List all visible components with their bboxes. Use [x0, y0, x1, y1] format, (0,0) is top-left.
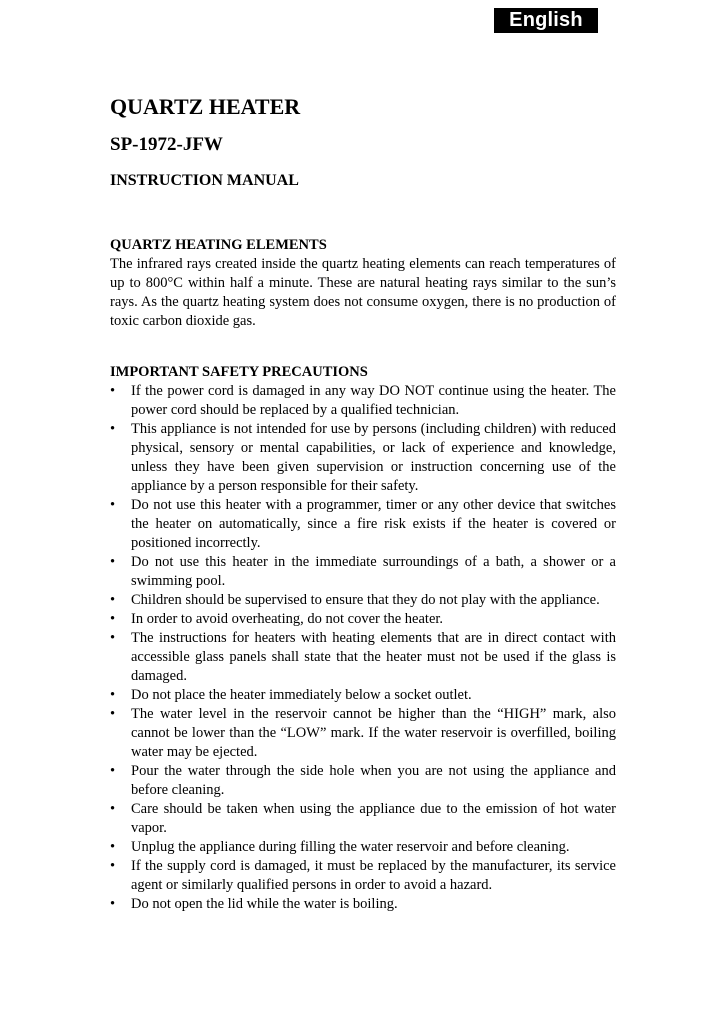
bullet-icon: • [110, 858, 116, 874]
list-item [110, 705, 616, 762]
list-item [110, 838, 616, 857]
list-item-text: Children should be supervised to ensure that they do not play with the appliance. [131, 592, 600, 608]
document-body [110, 92, 616, 914]
list-item [110, 895, 616, 914]
quartz-heating-elements-paragraph: The infrared rays created inside the quartz heating elements can reach temperatures of up to 800°C within half a minute. These are natural heating rays similar to the sun’s rays. As the quartz heating system does not consume oxygen, there is no production of toxic carbon dioxide gas. [110, 256, 616, 329]
list-item [110, 762, 616, 800]
list-item-text: Pour the water through the side hole when you are not using the appliance and before cleaning. [131, 763, 616, 798]
bullet-icon: • [110, 839, 116, 855]
language-badge: English [494, 8, 598, 33]
list-item [110, 496, 616, 553]
list-item [110, 857, 616, 895]
document-title: QUARTZ HEATER [110, 94, 301, 119]
safety-precautions-section [110, 363, 616, 914]
list-item [110, 420, 616, 496]
list-item-text: If the supply cord is damaged, it must be replaced by the manufacturer, its service agent or similarly qualified persons in order to avoid a hazard. [131, 858, 616, 893]
list-item-text: The water level in the reservoir cannot be higher than the “HIGH” mark, also cannot be lower than the “LOW” mark. If the water reservoir is overfilled, boiling water may be ejected. [131, 706, 616, 760]
list-item-text: The instructions for heaters with heating elements that are in direct contact with accessible glass panels shall state that the heater must not be used if the glass is damaged. [131, 630, 616, 684]
list-item-text: If the power cord is damaged in any way DO NOT continue using the heater. The power cord should be replaced by a qualified technician. [131, 383, 616, 418]
bullet-icon: • [110, 896, 116, 912]
bullet-icon: • [110, 687, 116, 703]
list-item [110, 800, 616, 838]
list-item-text: Care should be taken when using the appliance due to the emission of hot water vapor. [131, 801, 616, 836]
list-item [110, 686, 616, 705]
list-item [110, 553, 616, 591]
quartz-heating-elements-section [110, 236, 616, 331]
list-item-text: Do not use this heater with a programmer, timer or any other device that switches the heater on automatically, since a fire risk exists if the heater is covered or positioned incorrectly. [131, 497, 616, 551]
bullet-icon: • [110, 706, 116, 722]
safety-precautions-heading: IMPORTANT SAFETY PRECAUTIONS [110, 364, 368, 380]
safety-precautions-list [110, 382, 616, 914]
bullet-icon: • [110, 421, 116, 437]
bullet-icon: • [110, 763, 116, 779]
list-item-text: Do not place the heater immediately below a socket outlet. [131, 687, 472, 703]
bullet-icon: • [110, 630, 116, 646]
bullet-icon: • [110, 383, 116, 399]
bullet-icon: • [110, 592, 116, 608]
list-item [110, 610, 616, 629]
list-item-text: In order to avoid overheating, do not cover the heater. [131, 611, 444, 627]
list-item-text: Do not open the lid while the water is boiling. [131, 896, 398, 912]
list-item [110, 382, 616, 420]
manual-heading: INSTRUCTION MANUAL [110, 172, 299, 189]
quartz-heating-elements-heading: QUARTZ HEATING ELEMENTS [110, 237, 327, 253]
bullet-icon: • [110, 611, 116, 627]
list-item-text: Do not use this heater in the immediate surroundings of a bath, a shower or a swimming pool. [131, 554, 616, 589]
list-item-text: Unplug the appliance during filling the water reservoir and before cleaning. [131, 839, 570, 855]
bullet-icon: • [110, 497, 116, 513]
list-item [110, 629, 616, 686]
model-number: SP-1972-JFW [110, 134, 223, 155]
bullet-icon: • [110, 554, 116, 570]
list-item [110, 591, 616, 610]
list-item-text: This appliance is not intended for use by persons (including children) with reduced physical, sensory or mental capabilities, or lack of experience and knowledge, unless they have been given supervision or instruction concerning use of the appliance by a person responsible for their safety. [131, 421, 616, 494]
bullet-icon: • [110, 801, 116, 817]
